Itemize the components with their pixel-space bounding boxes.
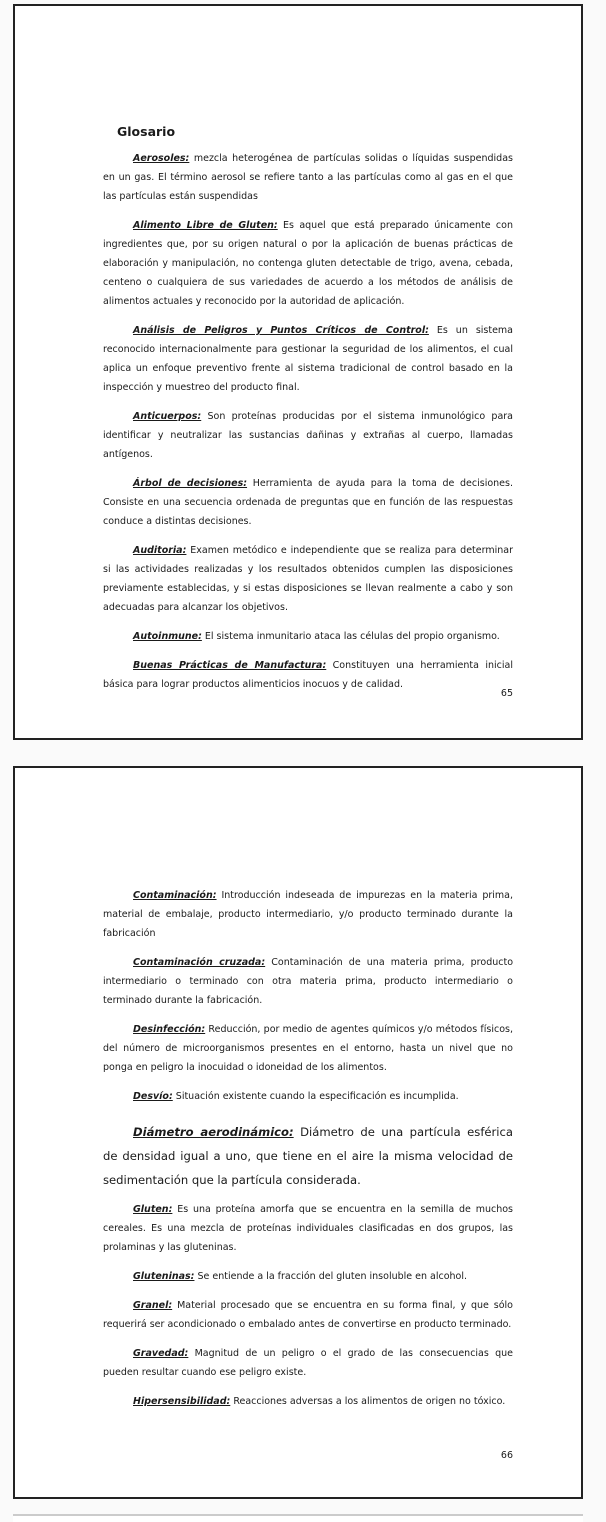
glossary-entry [103,1344,513,1382]
entry-definition: Son proteínas producidas por el sistema inmunológico para identificar y neutralizar las sustancias dañinas y extrañas al cuerpo, llamadas antígenos. [103,411,513,460]
entry-definition: Situación existente cuando la especificación es incumplida. [172,1091,459,1102]
glossary-entry [103,1267,513,1286]
entry-term: Alimento Libre de Gluten: [133,220,278,231]
entry-definition: Magnitud de un peligro o el grado de las consecuencias que pueden resultar cuando ese peligro existe. [103,1348,513,1378]
page-number: 65 [500,688,513,699]
glossary-entries [103,886,513,1411]
entry-definition: Es un sistema reconocido internacionalmente para gestionar la seguridad de los alimentos, el cual aplica un enfoque preventivo frente al sistema tradicional de control basado en la inspección y muestreo del producto final. [103,325,513,393]
entry-definition: Es aquel que está preparado únicamente con ingredientes que, por su origen natural o por la aplicación de buenas prácticas de elaboración y manipulación, no contenga gluten detectable de trigo, avena, cebada, centeno o cualquiera de sus variedades de acuerdo a los métodos de análisis de alimentos actuales y reconocido por la autoridad de aplicación. [103,220,513,307]
entry-definition: Constituyen una herramienta inicial básica para lograr productos alimenticios inocuos y de calidad. [103,660,513,690]
entry-definition: El sistema inmunitario ataca las células del propio organismo. [201,631,500,642]
glossary-entry [103,407,513,464]
entry-term: Contaminación cruzada: [133,957,266,968]
next-page-top-edge [13,1514,583,1522]
entry-term: Gravedad: [133,1348,189,1359]
glossary-entry [103,216,513,311]
entry-definition: mezcla heterogénea de partículas solidas o líquidas suspendidas en un gas. El término aerosol se refiere tanto a las partículas como al gas en el que las partículas están suspendidas [103,153,513,202]
entry-term: Hipersensibilidad: [133,1396,231,1407]
entry-term: Diámetro aerodinámico: [133,1125,294,1139]
glossary-entry [103,1392,513,1411]
entry-term: Granel: [133,1300,173,1311]
glossary-entry [103,1296,513,1334]
page-number: 66 [500,1450,513,1461]
glossary-entry [103,627,513,646]
entry-term: Gluten: [133,1204,173,1215]
glossary-entry [103,541,513,617]
entry-definition: Es una proteína amorfa que se encuentra en la semilla de muchos cereales. Es una mezcla de proteínas individuales clasificadas en dos grupos, las prolaminas y las gluteninas. [103,1204,513,1253]
entry-term: Análisis de Peligros y Puntos Críticos de Control: [133,325,429,336]
entry-definition: Diámetro de una partícula esférica de densidad igual a uno, que tiene en el aire la misma velocidad de sedimentación que la partícula considerada. [103,1125,513,1187]
glossary-entry [103,1087,513,1106]
entry-definition: Herramienta de ayuda para la toma de decisiones. Consiste en una secuencia ordenada de preguntas que en función de las respuestas conduce a distintas decisiones. [103,478,513,527]
entry-definition: Reducción, por medio de agentes químicos y/o métodos físicos, del número de microorganismos presentes en el entorno, hasta un nivel que no ponga en peligro la inocuidad o idoneidad de los alimentos. [103,1024,513,1073]
entry-term: Árbol de decisiones: [133,478,248,489]
glossary-entry [103,886,513,943]
entry-definition: Introducción indeseada de impurezas en la materia prima, material de embalaje, producto intermediario, y/o producto terminado durante la fabricación [103,890,513,939]
entry-definition: Material procesado que se encuentra en su forma final, y que sólo requerirá ser acondicionado o embalado antes de convertirse en producto terminado. [103,1300,513,1330]
glossary-entry [103,1120,513,1192]
entry-term: Autoinmune: [133,631,202,642]
glossary-entry [103,953,513,1010]
entry-term: Desvío: [133,1091,173,1102]
glossary-entry [103,1200,513,1257]
entry-term: Gluteninas: [133,1271,195,1282]
entry-term: Auditoria: [133,545,187,556]
glossary-entry [103,474,513,531]
entry-term: Desinfección: [133,1024,206,1035]
entry-term: Aerosoles: [133,153,190,164]
glossary-title: Glosario [117,124,176,139]
glossary-entry [103,321,513,397]
page-content [103,6,513,694]
entry-definition: Contaminación de una materia prima, producto intermediario o terminado con otra materia prima, producto intermediario o terminado durante la fabricación. [103,957,514,1006]
entry-term: Anticuerpos: [133,411,202,422]
entry-definition: Reacciones adversas a los alimentos de origen no tóxico. [230,1396,506,1407]
glossary-entries [103,149,513,694]
page-content [103,768,513,1411]
entry-term: Contaminación: [133,890,217,901]
glossary-entry [103,656,513,694]
entry-definition: Examen metódico e independiente que se realiza para determinar si las actividades realizadas y los resultados obtenidos cumplen las disposiciones previamente establecidas, y si estas disposiciones se llevan realmente a cabo y son adecuadas para alcanzar los objetivos. [103,545,513,613]
entry-term: Buenas Prácticas de Manufactura: [133,660,327,671]
document-page-66 [13,766,583,1499]
entry-definition: Se entiende a la fracción del gluten insoluble en alcohol. [194,1271,468,1282]
glossary-entry [103,149,513,206]
glossary-entry [103,1020,513,1077]
document-page-65 [13,4,583,740]
